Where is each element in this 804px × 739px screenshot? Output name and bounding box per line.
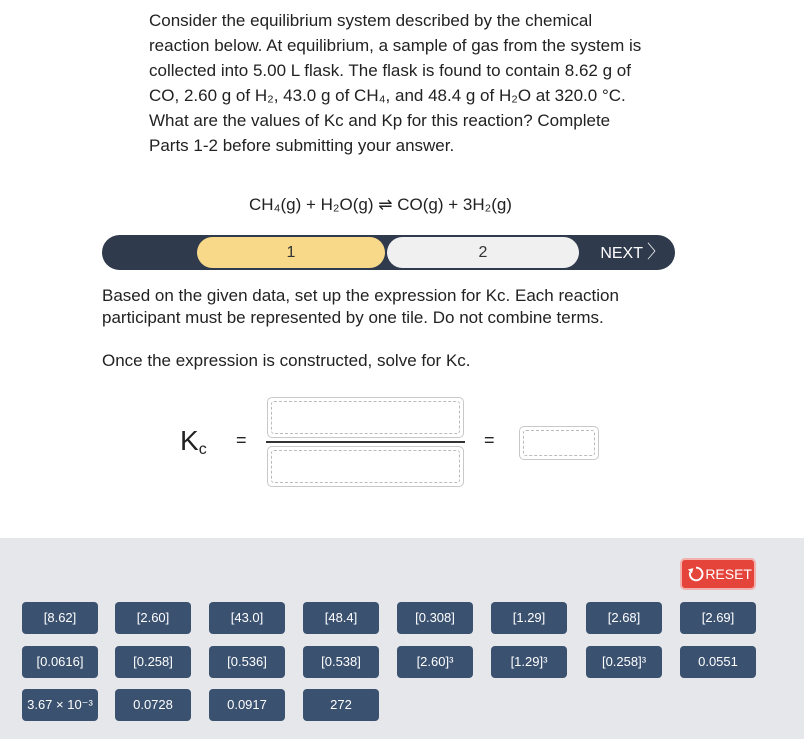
tile[interactable]: [2.60] (115, 602, 191, 634)
solve-prompt: Once the expression is constructed, solve for Kc. (102, 351, 471, 370)
tile[interactable]: [0.308] (397, 602, 473, 634)
fraction-bar (266, 441, 465, 443)
step-1-tab[interactable]: 1 (197, 237, 385, 268)
tile[interactable]: [2.60]³ (397, 646, 473, 678)
equals-sign-result: = (484, 430, 495, 450)
denominator-drop-zone[interactable] (267, 446, 464, 487)
tile[interactable]: [2.69] (680, 602, 756, 634)
tile[interactable]: [8.62] (22, 602, 98, 634)
next-label: NEXT (600, 245, 643, 262)
tile[interactable]: 0.0551 (680, 646, 756, 678)
tile[interactable]: [0.0616] (22, 646, 98, 678)
tile[interactable]: 272 (303, 689, 379, 721)
tile[interactable]: [0.258] (115, 646, 191, 678)
tile[interactable]: 0.0917 (209, 689, 285, 721)
tile[interactable]: 3.67 × 10⁻³ (22, 689, 98, 721)
reset-label: RESET (705, 566, 752, 582)
next-button[interactable] (600, 235, 665, 270)
equals-sign: = (236, 430, 247, 450)
progress-bar (102, 235, 675, 270)
kc-subscript: c (198, 441, 207, 458)
tile[interactable]: [2.68] (586, 602, 662, 634)
tile[interactable]: [48.4] (303, 602, 379, 634)
tile[interactable]: [1.29]³ (491, 646, 567, 678)
tile[interactable]: [0.536] (209, 646, 285, 678)
tile[interactable]: [1.29] (491, 602, 567, 634)
chemical-reaction: CH₄(g) + H₂O(g) ⇌ CO(g) + 3H₂(g) (249, 195, 512, 214)
instructions-text: Based on the given data, set up the expression for Kc. Each reaction participant must be represented by one tile. Do not combine terms. (102, 286, 619, 327)
tile[interactable]: 0.0728 (115, 689, 191, 721)
answer-drop-zone[interactable] (519, 426, 599, 460)
kc-main: K (180, 425, 199, 456)
reset-icon (687, 565, 705, 583)
tile[interactable]: [43.0] (209, 602, 285, 634)
chevron-right-icon: 〉 (647, 242, 665, 262)
numerator-drop-zone[interactable] (267, 397, 464, 438)
reset-button[interactable] (680, 558, 756, 590)
kc-label (180, 424, 207, 467)
step-2-tab[interactable]: 2 (387, 237, 579, 268)
question-text: Consider the equilibrium system described by the chemical reaction below. At equilibrium, a sample of gas from the system is collected into 5.00 L flask. The flask is found to contain 8.62 g of CO, 2.60 g of H₂, 43.0 g of CH₄, and 48.4 g of H₂O at 320.0 °C. What are the values of Kc and Kp for this reaction? Complete Parts 1-2 before submitting your answer. (149, 11, 642, 155)
tile[interactable]: [0.258]³ (586, 646, 662, 678)
tile[interactable]: [0.538] (303, 646, 379, 678)
